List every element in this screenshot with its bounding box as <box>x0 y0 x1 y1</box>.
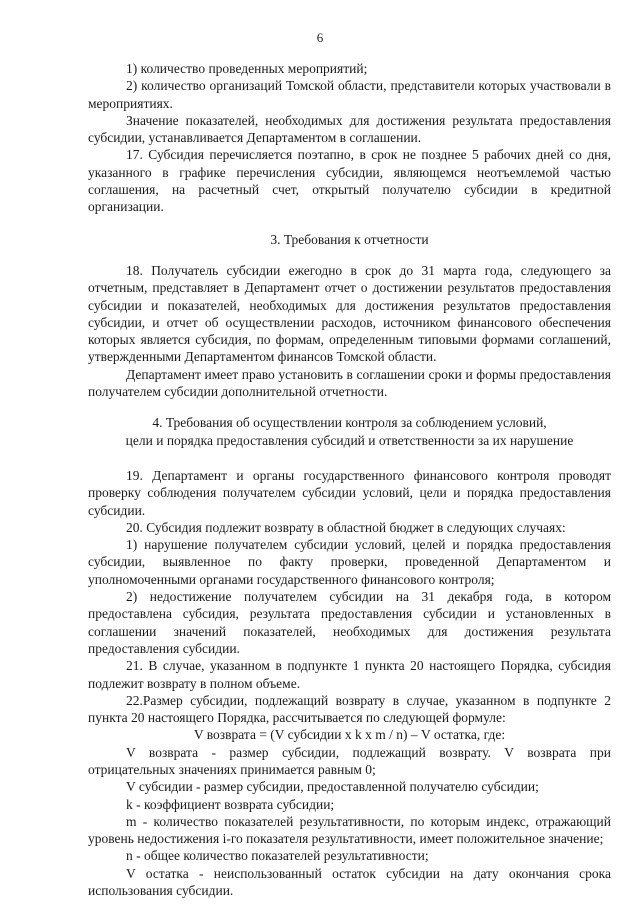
section-heading-control-line1: 4. Требования об осуществлении контроля за соблюдением условий, <box>152 415 547 431</box>
paragraph: 2) недостижение получателем субсидии на 31 декабря года, в котором предоставлена субсидия, результата предоставления субсидии и установленных в соглашении значений показателей, необходимых для достижения результата предоставления субсидии. <box>88 589 611 656</box>
paragraph: V возврата - размер субсидии, подлежащий возврату. V возврата при отрицательных значениях принимается равным 0; <box>88 744 611 777</box>
paragraph: 20. Субсидия подлежит возврату в областной бюджет в следующих случаях: <box>126 519 566 535</box>
paragraph: 2) количество организаций Томской области, представители которых участвовали в мероприятиях. <box>88 78 611 111</box>
return-formula: V возврата = (V субсидии x k x m / n) – V остатка, где: <box>193 727 506 743</box>
paragraph: V субсидии - размер субсидии, предоставленной получателю субсидии; <box>126 779 539 795</box>
paragraph: Департамент имеет право установить в соглашении сроки и формы предоставления получателем субсидии дополнительной отчетности. <box>88 366 611 400</box>
paragraph: k - коэффициент возврата субсидии; <box>126 796 335 812</box>
paragraph: V остатка - неиспользованный остаток субсидии на дату окончания срока использования субсидии. <box>88 865 611 899</box>
paragraph: 1) количество проведенных мероприятий; <box>126 61 368 76</box>
paragraph: Значение показателей, необходимых для достижения результата предоставления субсидии, устанавливается Департаментом в соглашении. <box>88 112 611 146</box>
paragraph: 18. Получатель субсидии ежегодно в срок до 31 марта года, следующего за отчетным, представляет в Департамент отчет о достижении результатов предоставления субсидии и показателей, необходимых для достижения результатов предоставления субсидии, и отчет об осуществлении расходов, источником финансового обеспечения которых является субсидия, по формам, определенным типовыми формами соглашений, утвержденными Департаментом финансов Томской области. <box>88 262 611 365</box>
paragraph: 19. Департамент и органы государственного финансового контроля проводят проверку соблюдения получателем субсидии условий, цели и порядка предоставления субсидии. <box>88 467 611 518</box>
paragraph: n - общее количество показателей результативности; <box>126 848 429 864</box>
paragraph: 21. В случае, указанном в подпункте 1 пункта 20 настоящего Порядка, субсидия подлежит возврату в полном объеме. <box>88 658 611 691</box>
section-heading-control-line2: цели и порядка предоставления субсидий и ответственности за их нарушение <box>125 432 574 448</box>
paragraph: 22.Размер субсидии, подлежащий возврату в случае, указанном в подпункте 2 пункта 20 настоящего Порядка, рассчитывается по следующей формуле: <box>88 692 611 726</box>
document-body <box>88 60 611 899</box>
paragraph: 1) нарушение получателем субсидии условий, целей и порядка предоставления субсидии, выявленное по факту проверки, проведенной Департаментом и уполномоченными органами государственного финансового контроля; <box>88 537 611 587</box>
section-heading-reporting: 3. Требования к отчетности <box>270 231 429 247</box>
page-number: 6 <box>316 30 324 45</box>
paragraph: m - количество показателей результативности, по которым индекс, отражающий уровень недостижения i-го показателя результативности, имеет положительное значение; <box>88 813 611 847</box>
paragraph: 17. Субсидия перечисляется поэтапно, в срок не позднее 5 рабочих дней со дня, указанного в графике перечисления субсидии, являющемся неотъемлемой частью соглашения, на расчетный счет, открытый получателю субсидии в кредитной организации. <box>88 147 611 215</box>
